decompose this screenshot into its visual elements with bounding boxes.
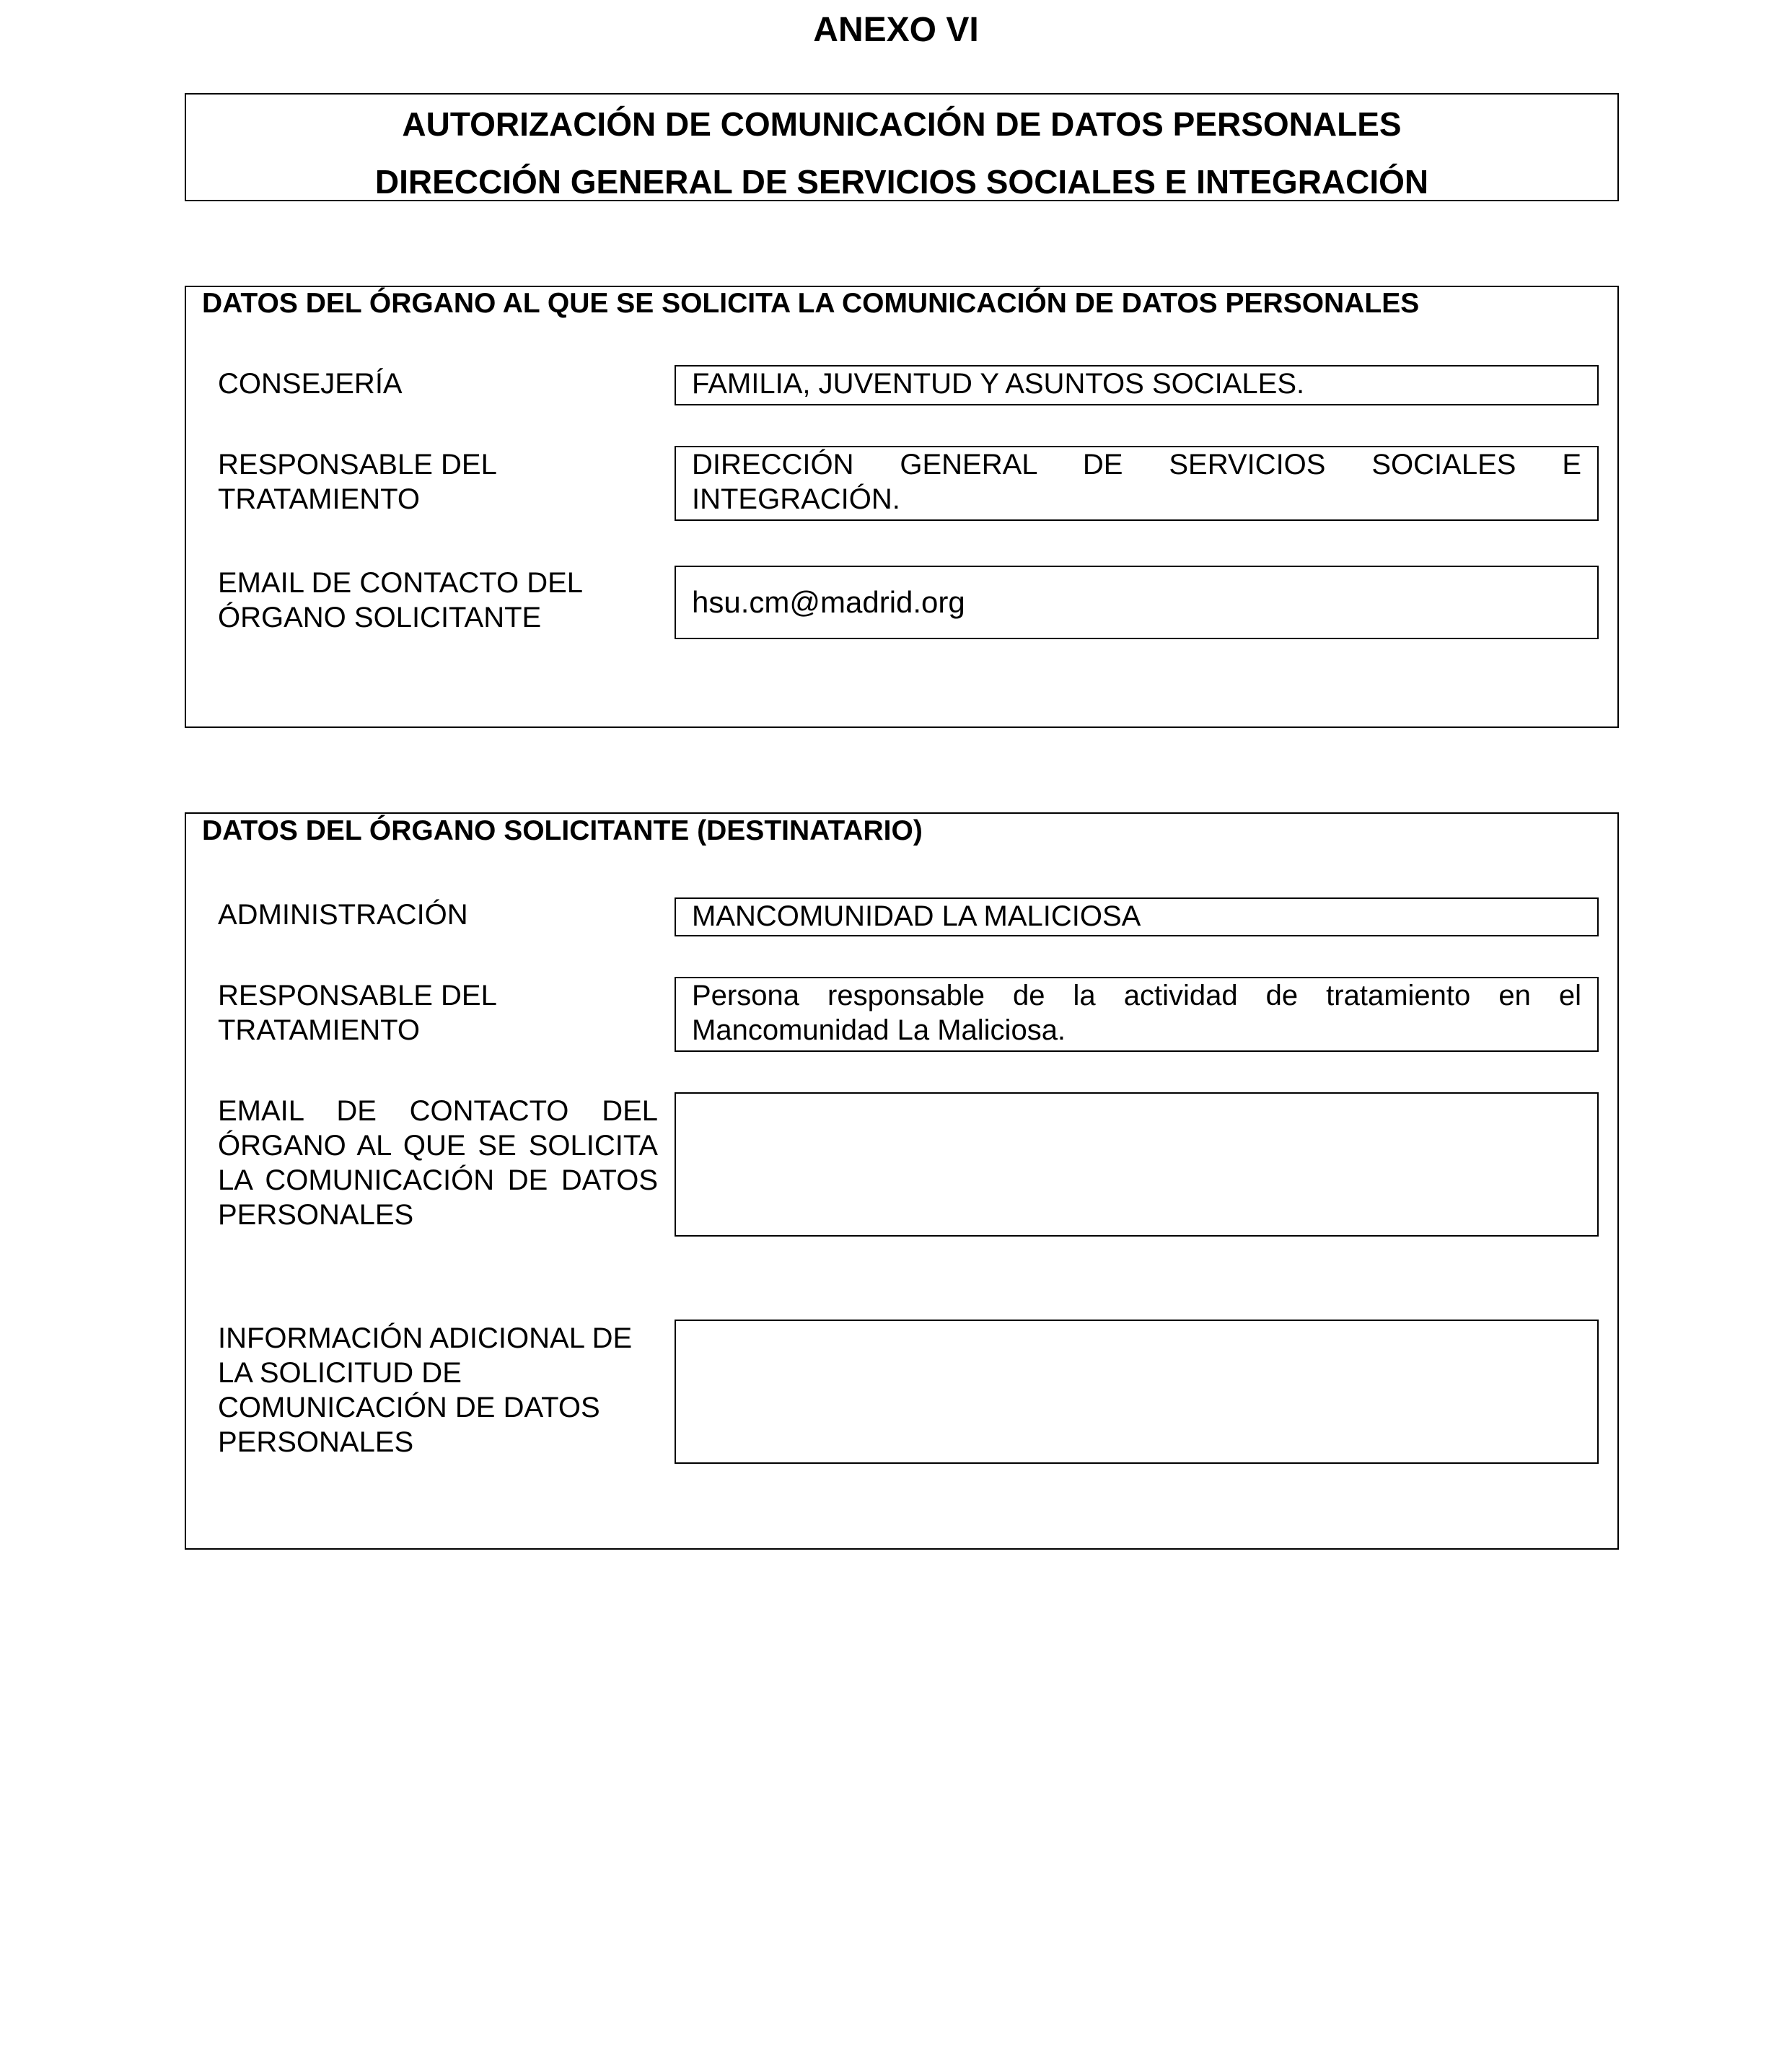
administracion-field[interactable]: MANCOMUNIDAD LA MALICIOSA (675, 897, 1599, 936)
responsable2-label: RESPONSABLE DEL TRATAMIENTO (218, 980, 496, 1046)
header-line-1: AUTORIZACIÓN DE COMUNICACIÓN DE DATOS PERSONALES (402, 105, 1402, 143)
header-line-2: DIRECCIÓN GENERAL DE SERVICIOS SOCIALES E INTEGRACIÓN (374, 163, 1429, 201)
email2-field[interactable] (675, 1092, 1599, 1237)
consejeria-field[interactable]: FAMILIA, JUVENTUD Y ASUNTOS SOCIALES. (675, 365, 1599, 405)
administracion-label: ADMINISTRACIÓN (218, 899, 468, 931)
consejeria-label: CONSEJERÍA (218, 368, 403, 400)
responsable2-field[interactable]: Persona responsable de la actividad de tratamiento en el Mancomunidad La Maliciosa. (675, 977, 1599, 1052)
info-field[interactable] (675, 1320, 1599, 1464)
responsable1-field[interactable]: DIRECCIÓN GENERAL DE SERVICIOS SOCIALES E INTEGRACIÓN. (675, 446, 1599, 521)
section1-title: DATOS DEL ÓRGANO AL QUE SE SOLICITA LA COMUNICACIÓN DE DATOS PERSONALES (202, 288, 1420, 319)
document-header (185, 93, 1619, 201)
section2-title: DATOS DEL ÓRGANO SOLICITANTE (DESTINATARIO) (202, 815, 923, 846)
responsable1-label: RESPONSABLE DEL TRATAMIENTO (218, 449, 496, 515)
annex-title: ANEXO VI (813, 11, 979, 49)
email1-label: EMAIL DE CONTACTO DEL ÓRGANO SOLICITANTE (218, 567, 582, 633)
info-label: INFORMACIÓN ADICIONAL DE LA SOLICITUD DE COMUNICACIÓN DE DATOS PERSONALES (218, 1322, 633, 1458)
email1-field[interactable]: hsu.cm@madrid.org (675, 566, 1599, 639)
email2-label: EMAIL DE CONTACTO DEL ÓRGANO AL QUE SE SOLICITA LA COMUNICACIÓN DE DATOS PERSONALES (218, 1095, 658, 1231)
